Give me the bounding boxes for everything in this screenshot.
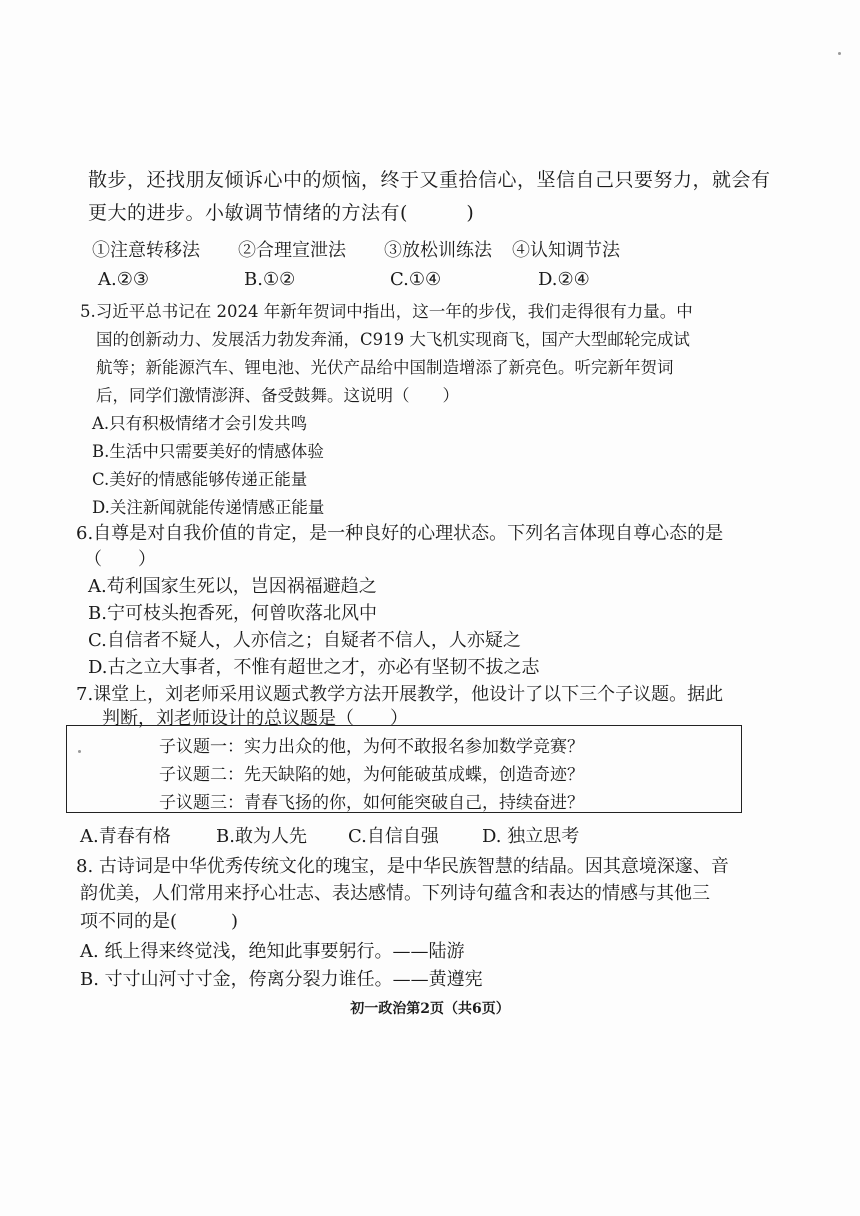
q8-stem-line: 韵优美，人们常用来抒心壮志、表达感情。下列诗句蕴含和表达的情感与其他三	[80, 883, 710, 904]
q4-choice-c: C.①④	[390, 269, 442, 290]
q7-choices	[80, 822, 720, 846]
q6-stem-line1: 6.自尊是对自我价值的肯定，是一种良好的心理状态。下列名言体现自尊心态的是	[76, 523, 724, 544]
q7-choice-b: B.敢为人先	[216, 826, 307, 847]
q8-choice-a: A. 纸上得来终觉浅，绝知此事要躬行。——陆游	[80, 941, 465, 962]
scan-speck	[838, 52, 841, 55]
sub-topic-2: 子议题二：先天缺陷的她，为何能破茧成蝶，创造奇迹？	[159, 765, 584, 785]
q4-choice-d: D.②④	[538, 269, 590, 290]
q4-line2: 更大的进步。小敏调节情绪的方法有( )	[88, 202, 475, 224]
q8-stem-line: 项不同的是( )	[80, 911, 239, 932]
q5-stem-line: 5.习近平总书记在 2024 年新年贺词中指出，这一年的步伐，我们走得很有力量。中	[80, 302, 693, 321]
q4-option: ①注意转移法	[92, 240, 200, 261]
scan-speck	[78, 750, 81, 753]
q5-stem-line: 国的创新动力、发展活力勃发奔涌，C919 大飞机实现商飞，国产大型邮轮完成试	[96, 330, 690, 349]
q6-choice-b: B.宁可枝头抱香死，何曾吹落北风中	[88, 603, 377, 624]
q4-option: ③放松训练法	[384, 240, 492, 261]
q7-choice-a: A.青春有格	[80, 826, 171, 847]
q4-option: ④认知调节法	[512, 240, 620, 261]
q6-choice-c: C.自信者不疑人，人亦信之；自疑者不信人，人亦疑之	[88, 630, 521, 651]
q6-stem-line2: （ ）	[84, 549, 156, 570]
q4-choice-a: A.②③	[98, 269, 149, 290]
q4-choices	[98, 269, 758, 293]
page-footer: 初一政治第2页（共6页）	[350, 1001, 510, 1017]
q4-line1: 散步，还找朋友倾诉心中的烦恼，终于又重拾信心，坚信自己只要努力，就会有	[88, 169, 771, 191]
q7-choice-c: C.自信自强	[348, 826, 439, 847]
q5-choice-b: B.生活中只需要美好的情感体验	[92, 442, 324, 461]
q8-stem-line: 8. 古诗词是中华优秀传统文化的瑰宝，是中华民族智慧的结晶。因其意境深邃、音	[76, 856, 729, 877]
q6-choice-d: D.古之立大事者，不惟有超世之才，亦必有坚韧不拔之志	[88, 657, 540, 678]
q5-stem-line: 后，同学们激情澎湃、备受鼓舞。这说明（ ）	[96, 386, 459, 405]
sub-topics-box	[66, 725, 742, 813]
q4-option: ②合理宣泄法	[238, 240, 346, 261]
q4-choice-b: B.①②	[244, 269, 296, 290]
sub-topic-3: 子议题三：青春飞扬的你，如何能突破自己，持续奋进？	[159, 793, 584, 813]
sub-topic-1: 子议题一：实力出众的他，为何不敢报名参加数学竞赛？	[159, 737, 584, 757]
q4-options	[92, 236, 772, 260]
q5-choice-d: D.关注新闻就能传递情感正能量	[92, 498, 325, 517]
q5-choice-a: A.只有积极情绪才会引发共鸣	[92, 414, 308, 433]
q5-choice-c: C.美好的情感能够传递正能量	[92, 470, 308, 489]
q7-stem-line1: 7.课堂上，刘老师采用议题式教学方法开展教学，他设计了以下三个子议题。据此	[76, 684, 724, 705]
q8-choice-b: B. 寸寸山河寸寸金，侉离分裂力谁任。——黄遵宪	[80, 969, 483, 990]
q7-stem-line2: 判断，刘老师设计的总议题是（ ）	[102, 708, 408, 729]
q5-stem-line: 航等；新能源汽车、锂电池、光伏产品给中国制造增添了新亮色。听完新年贺词	[96, 358, 674, 377]
q6-choice-a: A.苟利国家生死以，岂因祸福避趋之	[88, 576, 377, 597]
q7-choice-d: D. 独立思考	[482, 826, 580, 847]
